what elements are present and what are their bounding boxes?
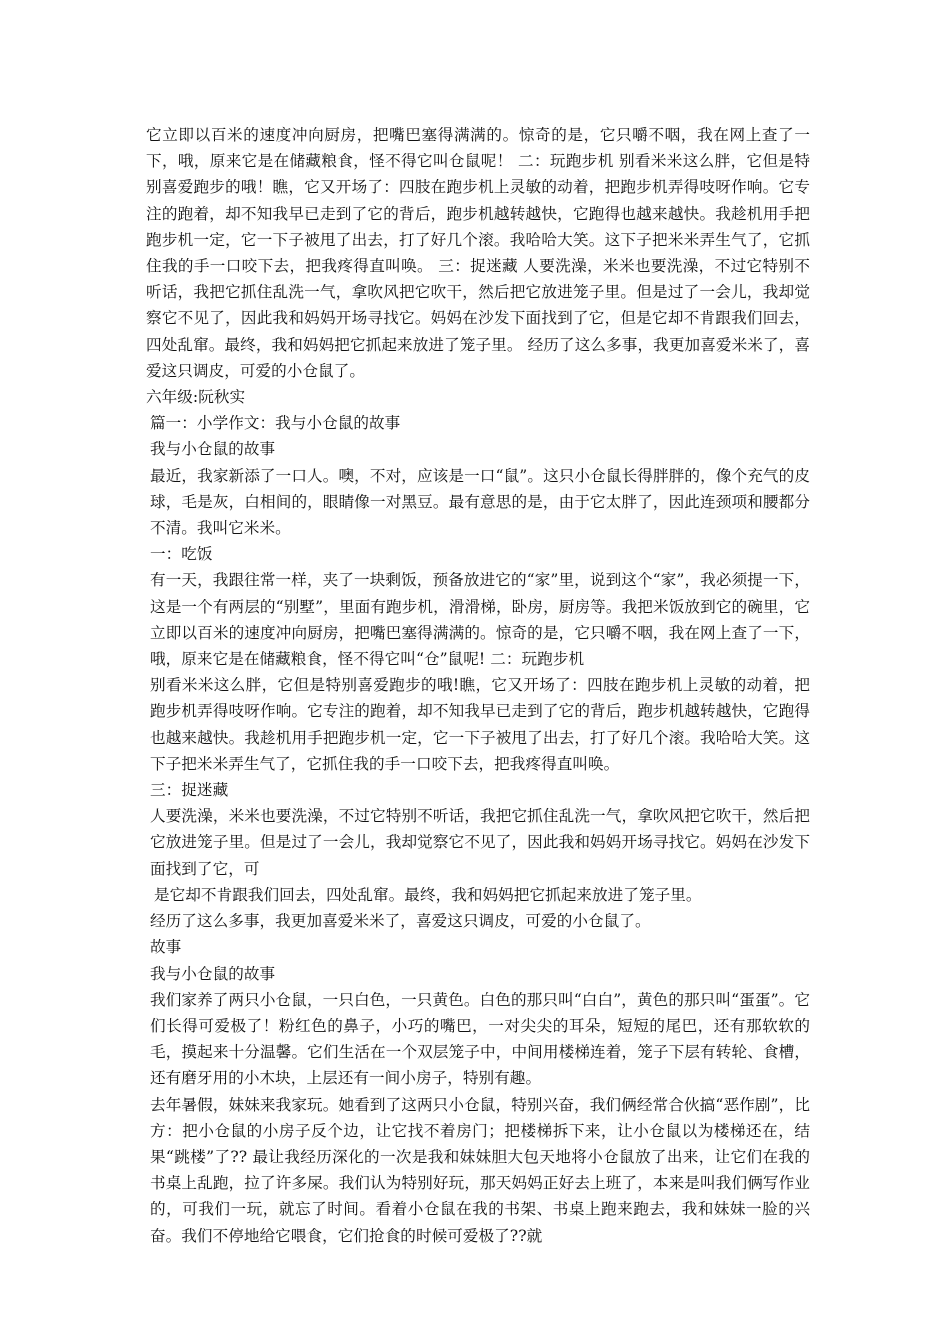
paragraph-treadmill: 别看米米这么胖，它但是特别喜爱跑步的哦!瞧，它又开场了：四肢在跑步机上灵敏的动着，把跑步机弄得吱呀作响。它专注的跑着，却不知我早已走到了它的背后，跑步机越转越快，它跑得也越来越快。我趁机用手把跑步机一定，它一下子被甩了出去，打了好几个滚。我哈哈大笑。这下子把米米弄生气了，它抓住我的手一口咬下去，把我疼得直叫唤。 <box>150 676 810 773</box>
paragraph-hide-and-seek-cont: 是它却不肯跟我们回去，四处乱窜。最终，我和妈妈把它抓起来放进了笼子里。 <box>154 885 702 904</box>
paragraph-two-hamsters: 我们家养了两只小仓鼠，一只白色，一只黄色。白色的那只叫“白白”，黄色的那只叫“蛋蛋”。它们长得可爱极了！粉红色的鼻子，小巧的嘴巴，一对尖尖的耳朵，短短的尾巴，还有那软软的毛，摸起来十分温馨。它们生活在一个双层笼子中，中间用楼梯连着，笼子下层有转轮、食槽，还有磨牙用的小木块，上层还有一间小房子，特别有趣。 <box>150 990 810 1088</box>
paragraph-conclusion: 经历了这么多事，我更加喜爱米米了，喜爱这只调皮，可爱的小仓鼠了。 <box>150 912 651 931</box>
paragraph-continuation: 它立即以百米的速度冲向厨房，把嘴巴塞得满满的。惊奇的是，它只嚼不咽，我在网上查了一下，哦，原来它是在储藏粮食，怪不得它叫仓鼠呢！ 二：玩跑步机 别看米米这么胖，它但是特别喜爱跑步的哦！瞧，它又开场了：四肢在跑步机上灵敏的动着，把跑步机弄得吱呀作响。它专注的跑着，却不知我早已走到了它的背后，跑步机越转越快，它跑得也越来越快。我趁机用手把跑步机一定，它一下子被甩了出去，打了好几个滚。我哈哈大笑。这下子把米米弄生气了，它抓住我的手一口咬下去，把我疼得直叫唤。 三：捉迷藏 人要洗澡，米米也要洗澡，不过它特别不听话，我把它抓住乱洗一气，拿吹风把它吹干，然后把它放进笼子里。但是过了一会儿，我却觉察它不见了，因此我和妈妈开场寻找它。妈妈在沙发下面找到了它，但是它却不肯跟我们回去，四处乱窜。最终，我和妈妈把它抓起来放进了笼子里。 经历了这么多事，我更加喜爱米米了，喜爱这只调皮，可爱的小仓鼠了。 <box>146 126 810 380</box>
section-heading-hide-and-seek: 三：捉迷藏 <box>150 781 229 800</box>
article-title-2: 我与小仓鼠的故事 <box>150 964 276 983</box>
document-page <box>146 122 810 1249</box>
paragraph-hide-and-seek: 人要洗澡，米米也要洗澡，不过它特别不听话，我把它抓住乱洗一气，拿吹风把它吹干，然后把它放进笼子里。但是过了一会儿，我却觉察它不见了，因此我和妈妈开场寻找它。妈妈在沙发下面找到了它，可 <box>150 807 810 878</box>
section-heading-eating: 一：吃饭 <box>150 545 213 564</box>
article-title: 我与小仓鼠的故事 <box>150 440 276 459</box>
paragraph-summer: 去年暑假，妹妹来我家玩。她看到了这两只小仓鼠，特别兴奋，我们俩经常合伙搞“恶作剧”，比方：把小仓鼠的小房子反个边，让它找不着房门；把楼梯拆下来，让小仓鼠以为楼梯还在，结果“跳楼”了?? 最让我经历深化的一次是我和妹妹胆大包天地将小仓鼠放了出来，让它们在我的书桌上乱跑，拉了许多屎。我们认为特别好玩，那天妈妈正好去上班了，本来是叫我们俩写作业的，可我们一玩，就忘了时间。看着小仓鼠在我的书架、书桌上跑来跑去，我和妹妹一脸的兴奋。我们不停地给它喂食，它们抢食的时候可爱极了??就 <box>150 1095 810 1245</box>
paragraph-intro: 最近，我家新添了一口人。噢，不对，应该是一口“鼠”。这只小仓鼠长得胖胖的，像个充气的皮球，毛是灰，白相间的，眼睛像一对黑豆。最有意思的是，由于它太胖了，因此连颈项和腰都分不清。我叫它米米。 <box>150 466 810 538</box>
author-line: 六年级:阮秋实 <box>146 388 246 407</box>
paragraph-eating: 有一天，我跟往常一样，夹了一块剩饭，预备放进它的“家”里，说到这个“家”，我必须提一下，这是一个有两层的“别墅”，里面有跑步机，滑滑梯，卧房，厨房等。我把米饭放到它的碗里，它立即以百米的速度冲向厨房，把嘴巴塞得满满的。惊奇的是，它只嚼不咽，我在网上查了一下，哦，原来它是在储藏粮食，怪不得它叫“仓”鼠呢! 二：玩跑步机 <box>150 571 810 669</box>
label-story: 故事 <box>150 938 182 957</box>
article-heading: 篇一：小学作文：我与小仓鼠的故事 <box>150 414 401 433</box>
